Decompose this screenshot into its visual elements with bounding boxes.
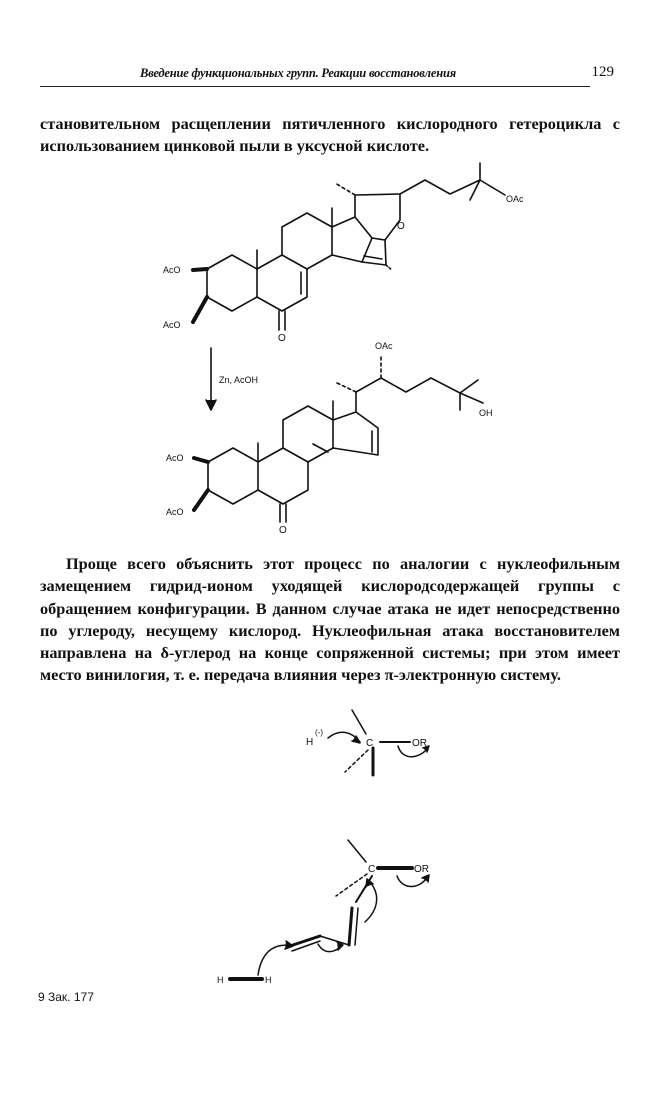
- product-aco-lower-label: AcO: [166, 507, 184, 517]
- reactant-ring-o-label: O: [397, 221, 405, 232]
- hydride-charge-label: (-): [315, 728, 323, 737]
- paragraph-1-text: становительном расщеплении пятичленного кислородного гетероцикла с использованием цинковой пыли в уксусной кислоте.: [40, 114, 620, 156]
- running-title: Введение функциональных групп. Реакции восстановления: [140, 66, 456, 80]
- product-aco-upper-label: AcO: [166, 453, 184, 463]
- hydride-label: H: [306, 737, 314, 748]
- scheme3-carbon-label: C: [368, 864, 376, 875]
- reactant-aco-upper-label: AcO: [163, 265, 181, 275]
- scheme2-carbon-label: C: [366, 738, 374, 749]
- scheme3-h-right-label: H: [265, 975, 272, 985]
- product-ketone-o-label: O: [279, 525, 287, 536]
- footer-signature: 9 Зак. 177: [38, 990, 94, 1004]
- scheme2-or-label: OR: [412, 738, 427, 749]
- scheme3-or-label: OR: [414, 864, 429, 875]
- reactant-oac-label: OAc: [506, 194, 524, 204]
- page-number: 129: [591, 64, 614, 80]
- product-oh-label: OH: [479, 408, 493, 418]
- product-oac-label: OAc: [375, 341, 393, 351]
- scheme3-h-left-label: H: [217, 975, 224, 985]
- reactant-aco-lower-label: AcO: [163, 320, 181, 330]
- reagent-label: Zn, AcOH: [219, 375, 259, 385]
- reactant-ketone-o-label: O: [278, 333, 286, 344]
- paragraph-2-text: Проще всего объяснить этот процесс по аналогии с нуклеофильным замещением гидрид-ионом уходящей кислородсодержащей группы с обращением конфигурации. В данном случае атака не идет непосредственно по углероду, несущему кислород. Нуклеофильная атака восстановителем направлена на δ-углерод на конце сопряженной системы; при этом имеет место винилогия, т. е. передача влияния через π-электронную систему.: [40, 554, 620, 685]
